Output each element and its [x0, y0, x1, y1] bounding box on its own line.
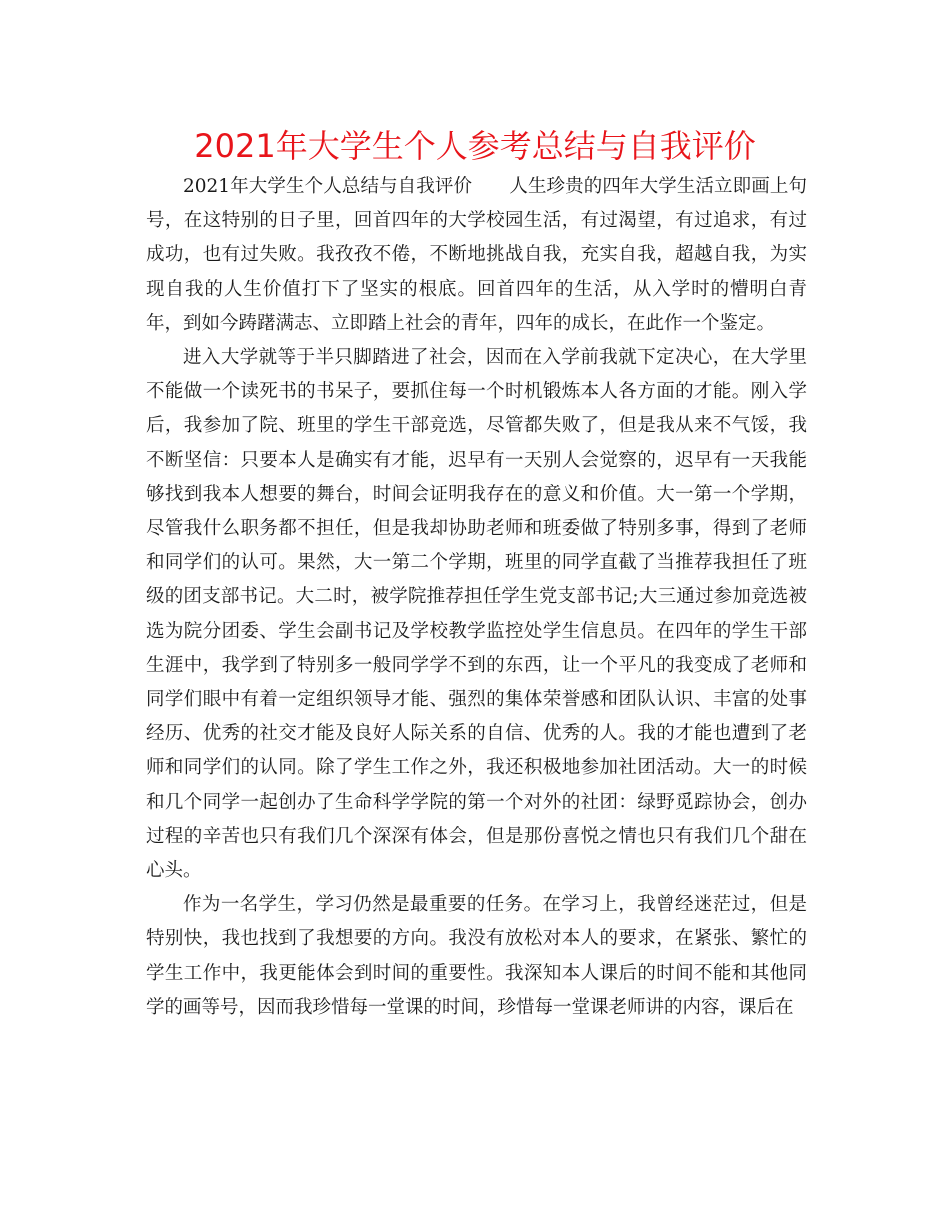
- paragraph: 作为一名学生，学习仍然是最重要的任务。在学习上，我曾经迷茫过，但是特别快，我也找到了我想要的方向。我没有放松对本人的要求，在紧张、繁忙的学生工作中，我更能体会到时间的重要性。我深知本人课后的时间不能和其他同学的画等号，因而我珍惜每一堂课的时间，珍惜每一堂课老师讲的内容，课后在: [146, 894, 807, 1018]
- document-body: [146, 170, 807, 1025]
- document-title: 2021年大学生个人参考总结与自我评价: [194, 127, 756, 165]
- paragraph: 进入大学就等于半只脚踏进了社会，因而在入学前我就下定决心，在大学里不能做一个读死书的书呆子，要抓住每一个时机锻炼本人各方面的才能。刚入学后，我参加了院、班里的学生干部竞选，尽管都失败了，但是我从来不气馁，我不断坚信：只要本人是确实有才能，迟早有一天别人会觉察的，迟早有一天我能够找到我本人想要的舞台，时间会证明我存在的意义和价值。大一第一个学期，尽管我什么职务都不担任，但是我却协助老师和班委做了特别多事，得到了老师和同学们的认可。果然，大一第二个学期，班里的同学直截了当推荐我担任了班级的团支部书记。大二时，被学院推荐担任学生党支部书记;大三通过参加竞选被选为院分团委、学生会副书记及学校教学监控处学生信息员。在四年的学生干部生涯中，我学到了特别多一般同学学不到的东西，让一个平凡的我变成了老师和同学们眼中有着一定组织领导才能、强烈的集体荣誉感和团队认识、丰富的处事经历、优秀的社交才能及良好人际关系的自信、优秀的人。我的才能也遭到了老师和同学们的认同。除了学生工作之外，我还积极地参加社团活动。大一的时候和几个同学一起创办了生命科学学院的第一个对外的社团：绿野觅踪协会，创办过程的辛苦也只有我们几个深深有体会，但是那份喜悦之情也只有我们几个甜在心头。: [146, 347, 807, 882]
- paragraph: 2021年大学生个人总结与自我评价 人生珍贵的四年大学生活立即画上句号，在这特别的日子里，回首四年的大学校园生活，有过渴望，有过追求，有过成功，也有过失败。我孜孜不倦，不断地挑战自我，充实自我，超越自我，为实现自我的人生价值打下了坚实的根底。回首四年的生活，从入学时的懵明白青年，到如今踌躇满志、立即踏上社会的青年，四年的成长，在此作一个鉴定。: [146, 176, 807, 334]
